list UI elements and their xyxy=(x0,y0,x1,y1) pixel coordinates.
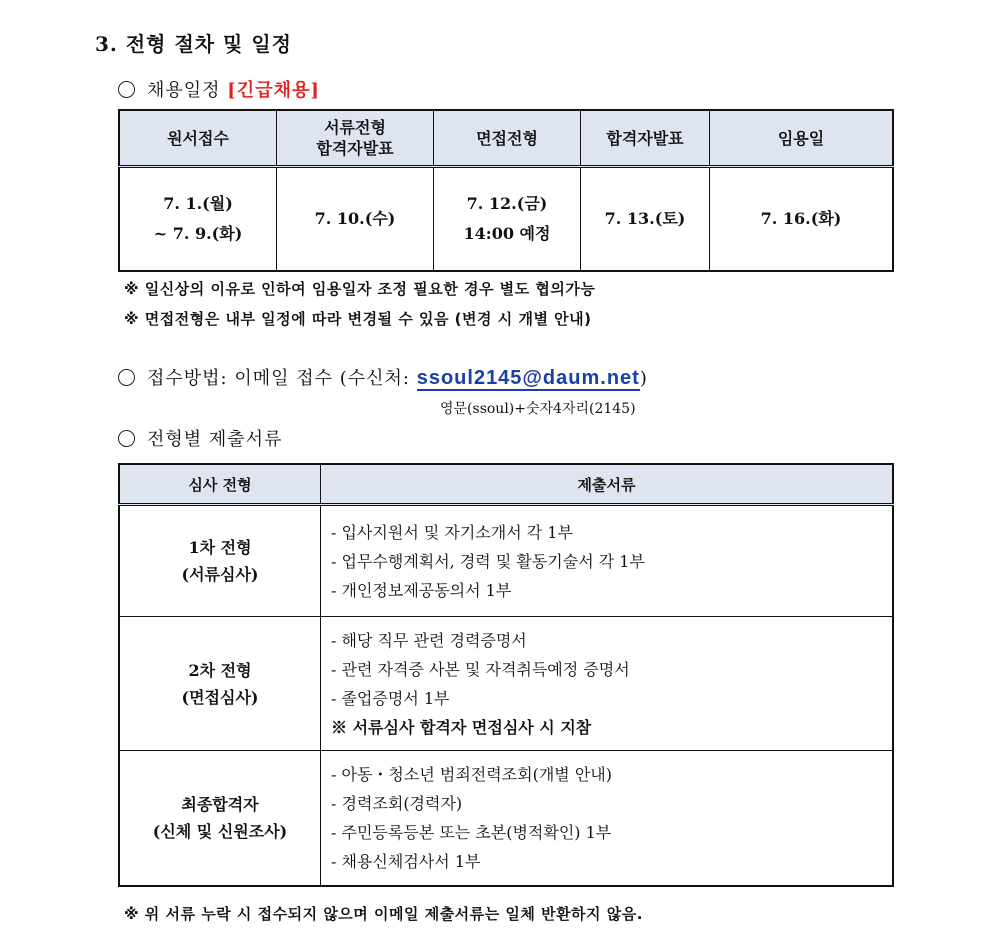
apply-method: 접수방법: 이메일 접수 (수신처: ssoul2145@daum.net) xyxy=(118,364,648,390)
list-item: - 경력조회(경력자) xyxy=(331,793,463,813)
list-item: - 채용신체검사서 1부 xyxy=(331,851,481,871)
schedule-header-row xyxy=(119,110,893,167)
header-application: 원서접수 xyxy=(119,110,277,167)
documents-label: 전형별 제출서류 xyxy=(147,429,283,450)
list-item: - 개인정보제공동의서 1부 xyxy=(331,580,512,600)
documents-header-row xyxy=(119,464,893,505)
schedule-note-1: ※ 일신상의 이유로 인하여 임용일자 조정 필요한 경우 별도 협의가능 xyxy=(124,280,596,298)
circle-bullet-icon xyxy=(118,81,135,98)
schedule-date-row xyxy=(119,167,893,272)
section-title: 3. 전형 절차 및 일정 xyxy=(95,32,292,56)
header-final-result: 합격자발표 xyxy=(581,110,710,167)
schedule-label: 채용일정 xyxy=(147,80,221,101)
apply-method-label: 접수방법: 이메일 접수 (수신처: xyxy=(147,368,417,389)
schedule-table xyxy=(118,109,894,272)
header-interview: 면접전형 xyxy=(434,110,581,167)
email-hint: 영문(ssoul)+숫자4자리(2145) xyxy=(440,401,636,417)
list-item: - 입사지원서 및 자기소개서 각 1부 xyxy=(331,522,573,542)
circle-bullet-icon xyxy=(118,369,135,386)
circle-bullet-icon xyxy=(118,430,135,447)
header-doc-result: 서류전형 합격자발표 xyxy=(277,110,434,167)
stage-1: 1차 전형 (서류심사) xyxy=(119,505,321,617)
start-date: 7. 16.(화) xyxy=(710,167,894,272)
application-period: 7. 1.(월) ~ 7. 9.(화) xyxy=(119,167,277,272)
final-result-date: 7. 13.(토) xyxy=(581,167,710,272)
table-row xyxy=(119,751,893,886)
schedule-heading xyxy=(118,76,320,102)
email-link[interactable]: ssoul2145@daum.net xyxy=(416,367,640,389)
doc-result-date: 7. 10.(수) xyxy=(277,167,434,272)
stage-final: 최종합격자 (신체 및 신원조사) xyxy=(119,751,321,886)
stage-1-docs xyxy=(321,505,894,617)
list-item: - 관련 자격증 사본 및 자격취득예정 증명서 xyxy=(331,659,630,679)
list-item: - 아동・청소년 범죄전력조회(개별 안내) xyxy=(331,764,612,784)
stage-2-docs xyxy=(321,617,894,751)
header-stage: 심사 전형 xyxy=(119,464,321,505)
interview-date: 7. 12.(금) 14:00 예정 xyxy=(434,167,581,272)
documents-heading xyxy=(118,425,282,451)
urgent-tag: [긴급채용] xyxy=(227,80,320,101)
header-docs: 제출서류 xyxy=(321,464,894,505)
list-item: - 주민등록등본 또는 초본(병적확인) 1부 xyxy=(331,822,612,842)
documents-table xyxy=(118,463,894,887)
stage-2: 2차 전형 (면접심사) xyxy=(119,617,321,751)
stage-final-docs xyxy=(321,751,894,886)
footer-note: ※ 위 서류 누락 시 접수되지 않으며 이메일 제출서류는 일체 반환하지 않음. xyxy=(124,905,643,923)
table-row xyxy=(119,505,893,617)
list-item: - 해당 직무 관련 경력증명서 xyxy=(331,630,527,650)
schedule-note-2: ※ 면접전형은 내부 일정에 따라 변경될 수 있음 (변경 시 개별 안내) xyxy=(124,310,592,328)
list-item: - 졸업증명서 1부 xyxy=(331,688,450,708)
table-row xyxy=(119,617,893,751)
list-item-note: ※ 서류심사 합격자 면접심사 시 지참 xyxy=(331,717,592,737)
header-start-date: 임용일 xyxy=(710,110,894,167)
list-item: - 업무수행계획서, 경력 및 활동기술서 각 1부 xyxy=(331,551,645,571)
